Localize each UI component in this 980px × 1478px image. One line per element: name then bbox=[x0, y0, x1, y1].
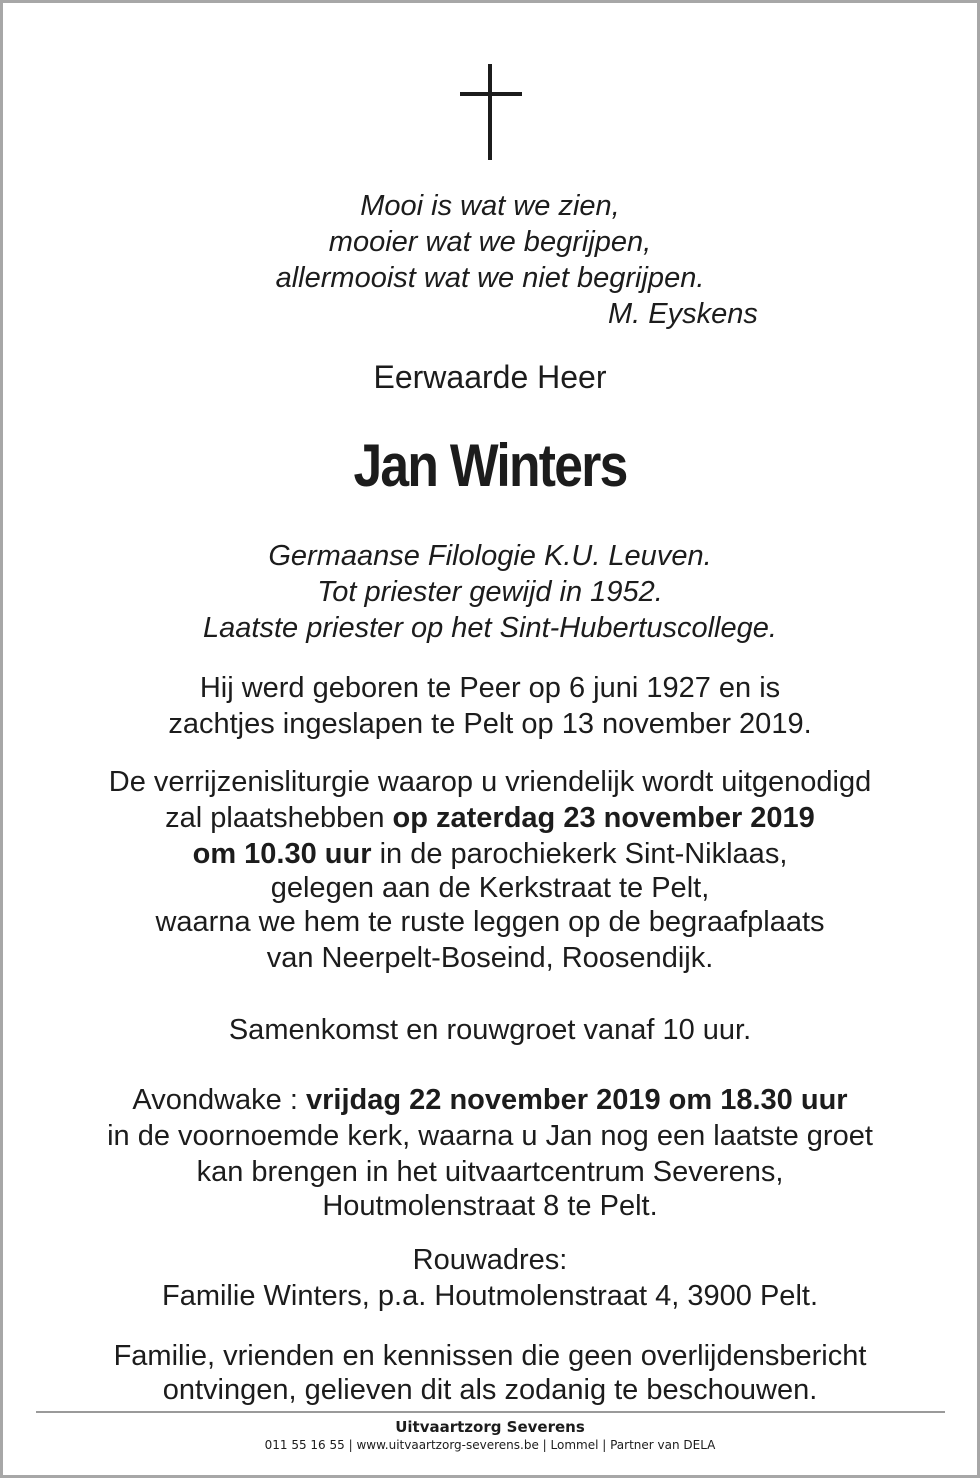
honorific-title: Eerwaarde Heer bbox=[373, 359, 607, 395]
vigil-datetime: vrijdag 22 november 2019 om 18.30 uur bbox=[305, 1084, 848, 1116]
liturgy-date: op zaterdag 23 november 2019 bbox=[392, 802, 815, 834]
vigil-label: Avondwake : bbox=[132, 1084, 306, 1116]
footer-divider bbox=[36, 1411, 945, 1413]
bio-line: Germaanse Filologie K.U. Leuven. bbox=[268, 540, 712, 572]
notice-line: Familie, vrienden en kennissen die geen overlijdensbericht bbox=[113, 1340, 867, 1372]
liturgy-text: zal plaatshebben bbox=[165, 802, 393, 834]
birth-line: Hij werd geboren te Peer op 6 juni 1927 en is bbox=[199, 672, 781, 704]
quote-line: allermooist wat we niet begrijpen. bbox=[275, 262, 705, 294]
liturgy-line: De verrijzenisliturgie waarop u vriendelijk wordt uitgenodigd bbox=[108, 766, 872, 798]
cross-icon bbox=[460, 64, 522, 160]
liturgy-line: waarna we hem te ruste leggen op de begraafplaats bbox=[155, 906, 825, 938]
footer-contact: 011 55 16 55 | www.uitvaartzorg-severens.be | Lommel | Partner van DELA bbox=[264, 1438, 716, 1452]
footer-company: Uitvaartzorg Severens bbox=[395, 1418, 585, 1436]
liturgy-line: van Neerpelt-Boseind, Roosendijk. bbox=[266, 942, 714, 974]
address-value: Familie Winters, p.a. Houtmolenstraat 4, 3900 Pelt. bbox=[161, 1280, 818, 1312]
vigil-line: kan brengen in het uitvaartcentrum Severens, bbox=[196, 1156, 784, 1188]
liturgy-line-time bbox=[0, 836, 980, 872]
notice-line: ontvingen, gelieven dit als zodanig te beschouwen. bbox=[162, 1374, 818, 1406]
vigil-line: in de voornoemde kerk, waarna u Jan nog een laatste groet bbox=[107, 1120, 873, 1152]
bio-line: Tot priester gewijd in 1952. bbox=[317, 576, 663, 608]
address-label: Rouwadres: bbox=[412, 1244, 568, 1276]
liturgy-line-date bbox=[0, 800, 980, 836]
liturgy-text: in de parochiekerk Sint-Niklaas, bbox=[371, 838, 788, 870]
liturgy-line: gelegen aan de Kerkstraat te Pelt, bbox=[270, 872, 710, 904]
gathering-line: Samenkomst en rouwgroet vanaf 10 uur. bbox=[228, 1014, 752, 1046]
birth-line: zachtjes ingeslapen te Pelt op 13 november 2019. bbox=[168, 708, 812, 740]
quote-line: Mooi is wat we zien, bbox=[360, 190, 620, 222]
vigil-line bbox=[0, 1082, 980, 1118]
liturgy-time: om 10.30 uur bbox=[192, 838, 372, 870]
quote-author: M. Eyskens bbox=[608, 298, 758, 330]
quote-line: mooier wat we begrijpen, bbox=[328, 226, 652, 258]
vigil-line: Houtmolenstraat 8 te Pelt. bbox=[322, 1190, 658, 1222]
bio-line: Laatste priester op het Sint-Hubertuscollege. bbox=[203, 612, 777, 644]
deceased-name: Jan Winters bbox=[353, 432, 627, 499]
